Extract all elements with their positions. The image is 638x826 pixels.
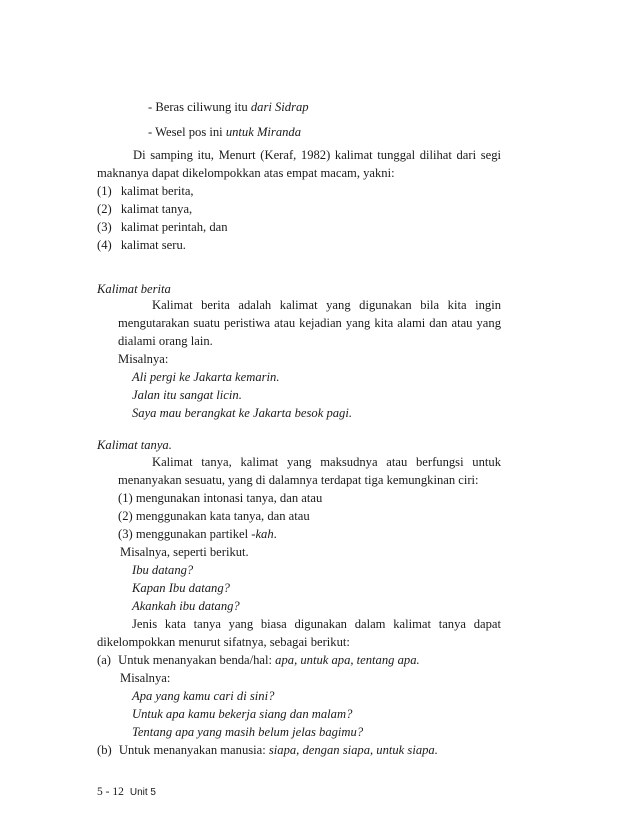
paragraph-line: Kalimat berita adalah kalimat yang digunakan bila kita ingin [152, 298, 501, 312]
list-item: (1) kalimat berita, [97, 184, 194, 198]
paragraph-line: menanyakan sesuatu, yang di dalamnya terdapat tiga kemungkinan ciri: [118, 473, 479, 487]
paragraph-line: dikelompokkan menurut sifatnya, sebagai berikut: [97, 635, 350, 649]
example-sentence: Jalan itu sangat licin. [132, 388, 242, 402]
example-sentence: Apa yang kamu cari di sini? [132, 689, 275, 703]
example-prefix: - Wesel pos ini [148, 125, 226, 139]
example-sentence: Untuk apa kamu bekerja siang dan malam? [132, 707, 353, 721]
example-italic: dari Sidrap [250, 100, 309, 114]
paragraph-line: dialami orang lain. [118, 334, 213, 348]
section-heading: Kalimat tanya. [97, 438, 172, 452]
page-footer [97, 786, 156, 798]
list-item: (2) kalimat tanya, [97, 202, 193, 216]
example-sentence: Ibu datang? [132, 563, 194, 577]
section-heading: Kalimat berita [97, 282, 171, 296]
paragraph-line: Jenis kata tanya yang biasa digunakan dalam kalimat tanya dapat [132, 617, 501, 631]
intro-line-2: maknanya dapat dikelompokkan atas empat macam, yakni: [97, 166, 395, 180]
example-italic: untuk Miranda [225, 125, 302, 139]
page-number: 5 - 12 [97, 786, 124, 798]
list-item: (3) kalimat perintah, dan [97, 220, 228, 234]
list-item: (2) menggunakan kata tanya, dan atau [118, 509, 310, 523]
misalnya-label: Misalnya: [118, 352, 169, 366]
example-sentence: Kapan Ibu datang? [132, 581, 230, 595]
misalnya-label: Misalnya: [120, 671, 171, 685]
example-line [148, 123, 301, 141]
list-item: (1) mengunakan intonasi tanya, dan atau [118, 491, 323, 505]
example-sentence: Tentang apa yang masih belum jelas bagimu? [132, 725, 364, 739]
example-prefix: - Beras ciliwung itu [148, 100, 251, 114]
list-item-b: (b) Untuk menanyakan manusia: siapa, dengan siapa, untuk siapa. [97, 743, 438, 757]
misalnya-label: Misalnya, seperti berikut. [120, 545, 249, 559]
list-item: (4) kalimat seru. [97, 238, 186, 252]
intro-line-1: Di samping itu, Menurt (Keraf, 1982) kalimat tunggal dilihat dari segi [133, 148, 501, 162]
list-item-a: (a) Untuk menanyakan benda/hal: apa, untuk apa, tentang apa. [97, 653, 420, 667]
paragraph-line: Kalimat tanya, kalimat yang maksudnya atau berfungsi untuk [152, 455, 501, 469]
list-item: (3) menggunakan partikel -kah. [118, 527, 277, 541]
example-sentence: Saya mau berangkat ke Jakarta besok pagi. [132, 406, 352, 420]
unit-label: Unit 5 [129, 787, 156, 798]
example-line [148, 98, 309, 116]
example-sentence: Akankah ibu datang? [132, 599, 240, 613]
paragraph-line: mengutarakan suatu peristiwa atau kejadian yang kita alami dan atau yang [118, 316, 501, 330]
example-sentence: Ali pergi ke Jakarta kemarin. [132, 370, 280, 384]
